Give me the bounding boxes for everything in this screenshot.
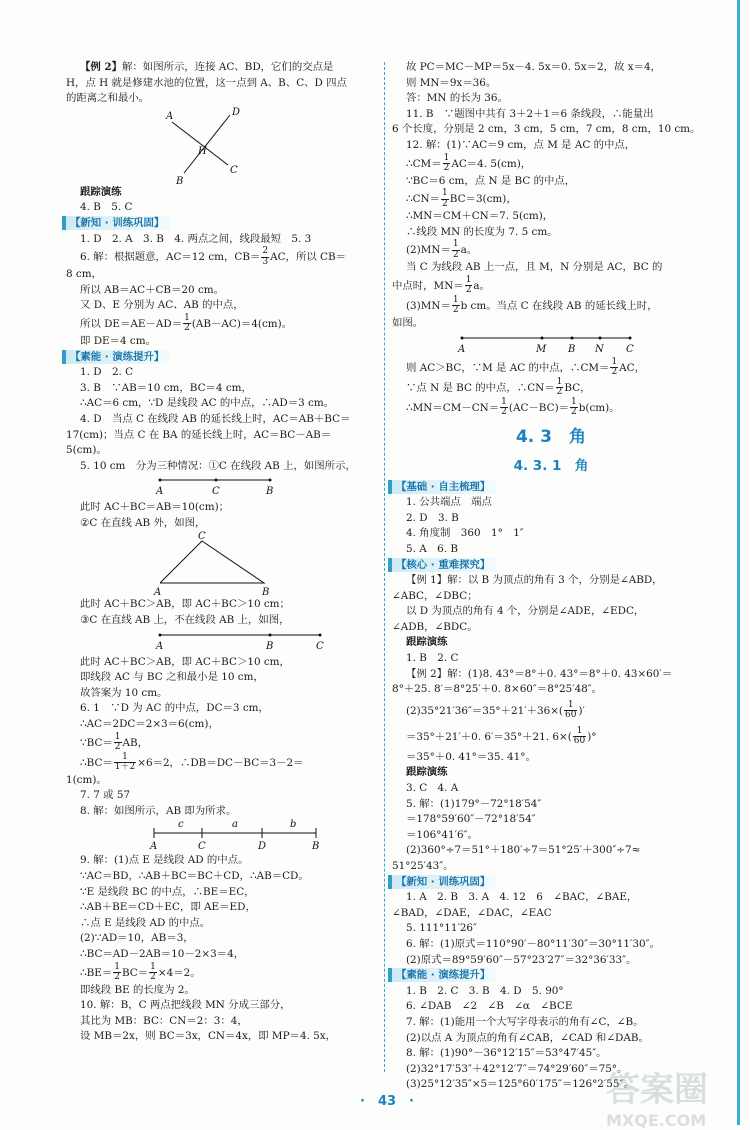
text-line: 解：如图所示，连接 AC、BD，它们的交点是 bbox=[122, 61, 334, 73]
text-line: 1. D 2. C bbox=[80, 366, 134, 379]
text-line: ＝106°41′6″。 bbox=[406, 828, 478, 841]
text-line: (2)360°÷7＝51°＋180′÷7＝51°25′＋300″÷7≈ bbox=[406, 844, 641, 857]
example-2-tag: 【例 2】 bbox=[80, 61, 123, 73]
text-line: 10. 解：B，C 两点把线段 MN 分成三部分， bbox=[80, 999, 291, 1012]
denominator: 2 bbox=[571, 407, 577, 418]
figure-segment-ACB bbox=[66, 474, 378, 500]
text-line: 1. A 2. B 3. A 4. 12 6 ∠BAC，∠BAE， bbox=[406, 891, 638, 904]
numerator: 1 bbox=[114, 731, 121, 742]
text-line: 51°25′43″。 bbox=[392, 860, 454, 872]
text-line: ∴BC＝AD－2AB＝10－2×3＝4， bbox=[80, 947, 245, 960]
text-line: ×4＝2。 bbox=[157, 966, 201, 979]
text-line: (2)原式＝89°59′60″－57°23′27″＝32°36′33″。 bbox=[406, 953, 637, 966]
label-A: A bbox=[166, 110, 174, 122]
text-line: 11. B ∵题图中共有 3＋2＋1＝6 条线段，∴能量出 bbox=[406, 107, 654, 120]
text-line: ＝35°＋21′＋0. 6′＝35°＋21. 6× bbox=[406, 730, 568, 743]
denominator: 2 bbox=[114, 972, 120, 983]
fraction bbox=[610, 358, 618, 378]
label-A: A bbox=[154, 587, 162, 598]
fraction bbox=[452, 240, 460, 260]
text-line: ∴CN＝ bbox=[406, 193, 441, 206]
text-line: BC＝3(cm)， bbox=[449, 193, 517, 206]
text-line: ∵AC＝BD，∴AB＋BC＝BC＋CD，∴AB＝CD。 bbox=[80, 870, 309, 882]
fraction bbox=[564, 701, 577, 721]
right-column: 故 PC＝MC－MP＝5x－4. 5x＝0. 5x＝2，故 x＝4， 则 MN＝9x＝36。 答：MN 的长为 36。 11. B ∵题图中共有 3＋2＋1＝6 条线段，∴能量出 6 个长度，分别是 2 cm，3 cm，5 cm，7 cm，8 cm，10 cm。 12. 解：(1)∵AC＝9 cm，点 M 是 AC 的中点， ∴CM＝ $\frac{1}{2}$ AC＝4. 5(cm)， ∵BC＝6 cm，点 N 是 BC 的中点， ∴CN＝ $\frac{1}{2}$ BC＝3(cm)， ∴MN＝CM＋CN＝7. 5(cm)， ∴线段 MN 的长度为 7. 5 cm。 (2)MN＝ $\frac{1}{2}$ a。 当 C 为线段 AB 上一点，且 M，N 分别是 AC，BC 的 中点时，MN＝ $\frac{1}{2}$ a。 (3)MN＝ $\frac{1}{2}$ b cm。当点 C 在线段 AB 的延长线上时， 如图。 A M B N C 则 AC＞BC，∵M 是 AC 的中点，∴CM＝ $\frac{1}{2}$ AC， ∵点 N 是 BC 的中点，∴CN＝ $\frac{1}{2}$ BC， ∴MN＝CM－CN＝ $\frac{1}{2}$ (AC－BC)＝ $\frac{1}{2}$ b(cm)。 4. 3 角 4. 3. 1 角 【基础 · 自主梳理】 1. 公共端点 端点 2. D 3. B 4. 角度制 360 1° 1″ 5. A 6. B 【核心 · 重难探究】 【例 1】解：以 B 为顶点的角有 3 个，分别是∠ABD， ∠ABC，∠DBC； 以 D 为顶点的角有 4 个，分别是∠ADE，∠EDC， ∠ADB，∠BDC。 跟踪演练 1. B 2. C 【例 2】解：(1)8. 43°＝8°＋0. 43°＝8°＋0. 43×60′＝ 8°＋25. 8′＝8°25′＋0. 8×60″＝8°25′48″。 (2)35°21′36″＝35°＋21′＋36×( $\frac{1}{60}$ )′ ＝35°＋21′＋0. 6′＝35°＋21. 6×( $\frac{1}{60}$ )° ＝35°＋0. 41°＝35. 41°。 跟踪演练 3. C 4. A 5. 解：(1)179°－72°18′54″ ＝178°59′60″－72°18′54″ ＝106°41′6″。 (2)360°÷7＝51°＋180′÷7＝51°25′＋300″÷7≈ 51°25′43″。 【新知 · 训练巩固】 1. A 2. B 3. A 4. 12 6 ∠BAC，∠BAE， ∠BAD，∠DAE，∠DAC，∠EAC 5. 111°11′26″ 6. 解：(1)原式＝110°90′－80°11′30″＝30°11′30″。 (2)原式＝89°59′60″－57°23′27″＝32°36′33″。 【素能 · 演练提升】 1. B 2. C 3. B 4. D 5. 90° 6. ∠DAB ∠2 ∠B ∠α ∠BCE 7. 解：(1)能用一个大写字母表示的角有∠C，∠B。 (2)以点 A 为顶点的角有∠CAB，∠CAD 和∠DAB。 8. 解：(1)90°－36°12′15″＝53°47′45″。 (2)32°17′53″＋42°12′7″＝74°29′60″＝75°。 (3)25°12′35″×5＝125°60′175″＝126°2′55″。 bbox=[392, 60, 710, 1093]
numerator: 1 bbox=[611, 356, 618, 367]
figure-intersecting-lines bbox=[66, 107, 378, 185]
text-line: 4. 角度制 360 1° 1″ bbox=[406, 527, 524, 540]
text-line: 8°＋25. 8′＝8°25′＋0. 8×60″＝8°25′48″。 bbox=[392, 683, 603, 696]
section-band: 【素能 · 演练提升】 bbox=[388, 968, 496, 982]
text-line: a。 bbox=[473, 279, 491, 292]
text-line: 1. 公共端点 端点 bbox=[406, 496, 492, 509]
text-line: 故 PC＝MC－MP＝5x－4. 5x＝0. 5x＝2，故 x＝4， bbox=[406, 61, 661, 73]
fraction bbox=[441, 189, 449, 209]
text-line: 故答案为 10 cm。 bbox=[80, 686, 168, 699]
denominator: 2 bbox=[184, 323, 190, 334]
label-B: B bbox=[176, 175, 184, 185]
text-line: 6. 1 ∵D 为 AC 的中点，DC＝3 cm， bbox=[80, 702, 269, 715]
denominator: 2 bbox=[465, 285, 472, 296]
text-line: 以 D 为顶点的角有 4 个，分别是∠ADE，∠EDC， bbox=[406, 605, 645, 618]
section-title-4-3-1: 4. 3. 1 角 bbox=[513, 457, 589, 474]
text-line: 即线段 AC 与 BC 之和最小是 10 cm， bbox=[80, 671, 264, 684]
text-line: 又 D、E 分别为 AC、AB 的中点， bbox=[80, 299, 244, 312]
text-line: 8. 解：(1)90°－36°12′15″＝53°47′45″。 bbox=[406, 1047, 607, 1060]
text-line: 此时 AC＋BC＝AB＝10(cm)； bbox=[80, 501, 230, 514]
label-B: B bbox=[266, 640, 274, 652]
text-line: H，点 H 就是修建水池的位置，这一点到 A、B、C、D 四点 bbox=[66, 76, 347, 89]
label-C: C bbox=[212, 486, 220, 498]
text-line: AB， bbox=[122, 736, 149, 749]
text-line: ∴BC＝ bbox=[80, 756, 113, 769]
text-line: ∴CM＝ bbox=[406, 157, 442, 170]
text-line: 当 C 为线段 AB 上一点，且 M，N 分别是 AC，BC 的 bbox=[406, 261, 663, 274]
text-line: 即线段 BE 的长度为 2。 bbox=[80, 983, 195, 996]
denominator: 2 bbox=[442, 198, 448, 209]
text-line: ∵点 N 是 BC 的中点，∴CN＝ bbox=[406, 381, 555, 394]
text-line: 4. D 当点 C 在线段 AB 的延长线上时，AC＝AB＋BC＝ bbox=[80, 412, 351, 425]
numerator: 1 bbox=[452, 294, 459, 305]
text-line: 12. 解：(1)∵AC＝9 cm，点 M 是 AC 的中点， bbox=[406, 138, 636, 151]
text-line: 【例 2】解：(1)8. 43°＝8°＋0. 43°＝8°＋0. 43×60′＝ bbox=[406, 667, 673, 680]
text-line: ∴AB＋BE＝CD＋EC，即 AE＝ED， bbox=[80, 901, 256, 914]
text-line: ∴MN＝CM－CN＝ bbox=[406, 401, 500, 414]
text-line: ×6＝2，∴DB＝DC－BC＝3－2＝ bbox=[137, 756, 304, 769]
numerator: 1 bbox=[452, 239, 459, 250]
text-line: ∴线段 MN 的长度为 7. 5 cm。 bbox=[406, 225, 558, 238]
label-B: B bbox=[312, 841, 320, 853]
tracking-practice-title: 跟踪演练 bbox=[406, 636, 448, 649]
fraction bbox=[452, 296, 460, 316]
text-line: ＝178°59′60″－72°18′54″ bbox=[406, 813, 536, 826]
text-line: 则 AC＞BC，∵M 是 AC 的中点，∴CM＝ bbox=[406, 361, 610, 374]
label-C: C bbox=[198, 841, 206, 853]
tracking-practice-title: 跟踪演练 bbox=[406, 766, 448, 779]
denominator: 2 bbox=[452, 249, 459, 260]
fraction bbox=[114, 753, 136, 773]
text-line: 答：MN 的长为 36。 bbox=[406, 92, 508, 105]
fraction bbox=[556, 378, 564, 398]
text-line: 6. 解：(1)原式＝110°90′－80°11′30″＝30°11′30″。 bbox=[406, 937, 660, 950]
denominator: 2 bbox=[556, 387, 563, 398]
label-B: B bbox=[266, 486, 274, 498]
text-line: ∵BC＝ bbox=[80, 736, 113, 749]
denominator: 2 bbox=[114, 742, 121, 753]
text-line: 1. B 2. C bbox=[406, 652, 459, 665]
label-D: D bbox=[258, 841, 267, 853]
text-line: 7. 7 或 57 bbox=[80, 789, 131, 802]
fraction bbox=[113, 963, 121, 983]
text-line: ∠ABC，∠DBC； bbox=[392, 589, 478, 602]
section-band: 【新知 · 训练巩固】 bbox=[388, 875, 496, 889]
text-line: 2. D 3. B bbox=[406, 511, 459, 524]
text-line: (AB－AC)＝4(cm)。 bbox=[191, 317, 293, 330]
text-line: AC＝4. 5(cm)， bbox=[451, 157, 532, 170]
text-line: (2)35°21′36″＝35°＋21′＋36× bbox=[406, 704, 559, 717]
fraction bbox=[261, 247, 269, 267]
text-line: ＝35°＋0. 41°＝35. 41°。 bbox=[406, 750, 536, 763]
label-a: a bbox=[232, 819, 238, 831]
numerator: 1 bbox=[442, 188, 448, 199]
text-line: 1. B 2. C 3. B 4. D 5. 90° bbox=[406, 984, 564, 997]
text-line: 6. ∠DAB ∠2 ∠B ∠α ∠BCE bbox=[406, 1000, 573, 1013]
denominator: 2 bbox=[611, 367, 618, 378]
numerator: 1 bbox=[114, 961, 120, 972]
numerator: 1 bbox=[184, 312, 190, 323]
text-line: 17(cm)；当点 C 在 BA 的延长线上时，AC＝BC－AB＝ bbox=[66, 428, 332, 441]
text-line: 1(cm)。 bbox=[66, 773, 107, 786]
text-line: ②C 在直线 AB 外，如图， bbox=[80, 516, 206, 529]
denominator: 2 bbox=[452, 305, 459, 316]
text-line: 【例 1】解：以 B 为顶点的角有 3 个，分别是∠ABD， bbox=[406, 574, 663, 587]
text-line: 3. C 4. A bbox=[406, 782, 459, 795]
label-C: C bbox=[626, 343, 634, 355]
label-N: N bbox=[595, 343, 604, 355]
text-line: 如图。 bbox=[392, 316, 424, 329]
text-line: 8. 解：如图所示，AB 即为所求。 bbox=[80, 804, 237, 817]
column-divider bbox=[384, 62, 385, 1072]
numerator: 1 bbox=[556, 376, 563, 387]
text-line: AC， bbox=[619, 361, 646, 374]
text-line: ∴AC＝2DC＝2×3＝6(cm)， bbox=[80, 718, 219, 731]
numerator: 2 bbox=[262, 246, 269, 257]
text-line: (2)32°17′53″＋42°12′7″＝74°29′60″＝75°。 bbox=[406, 1062, 628, 1075]
text-line: ∠BAD，∠DAE，∠DAC，∠EAC bbox=[392, 906, 552, 919]
section-band: 【新知 · 训练巩固】 bbox=[62, 216, 170, 230]
label-C: C bbox=[198, 531, 206, 543]
text-line: 5. 111°11′26″ bbox=[406, 922, 477, 935]
text-line: 6 个长度，分别是 2 cm，3 cm，5 cm，7 cm，8 cm，10 cm。 bbox=[392, 123, 701, 136]
denominator: 2 bbox=[150, 972, 156, 983]
text-line: 8 cm， bbox=[66, 268, 102, 281]
label-M: M bbox=[536, 343, 547, 355]
section-title-4-3: 4. 3 角 bbox=[515, 426, 587, 447]
text-line: AC，所以 CB＝ bbox=[270, 251, 346, 264]
label-H: H bbox=[198, 145, 207, 157]
text-line: ∴AC＝6 cm，∵D 是线段 AC 的中点，∴AD＝3 cm。 bbox=[80, 397, 335, 410]
tracking-practice-title: 跟踪演练 bbox=[80, 185, 122, 198]
text-line: ∴点 E 是线段 AD 的中点。 bbox=[80, 916, 211, 929]
fraction bbox=[465, 276, 473, 296]
watermark-logo-text: 答案圈 bbox=[606, 1070, 708, 1110]
label-A: A bbox=[150, 841, 158, 853]
denominator: 60 bbox=[564, 710, 577, 721]
text-line: 即 DE＝4 cm。 bbox=[80, 334, 156, 347]
text-line: 此时 AC＋BC＞AB，即 AC＋BC＞10 cm； bbox=[80, 598, 290, 611]
text-line: 7. 解：(1)能用一个大写字母表示的角有∠C，∠B。 bbox=[406, 1015, 644, 1028]
text-line: 6. 解：根据题意，AC＝12 cm，CB＝ bbox=[80, 251, 261, 264]
text-line: 5. 10 cm 分为三种情况：①C 在线段 AB 上，如图所示， bbox=[80, 459, 356, 472]
text-line: 所以 AB＝AC＋CB＝20 cm。 bbox=[80, 283, 225, 296]
text-line: 4. B 5. C bbox=[80, 201, 133, 214]
label-A: A bbox=[458, 343, 466, 355]
figure-segment-AMBNC bbox=[392, 332, 710, 358]
label-c: c bbox=[178, 819, 184, 831]
fraction bbox=[149, 963, 157, 983]
text-line: (2)以点 A 为顶点的角有∠CAB，∠CAD 和∠DAB。 bbox=[406, 1031, 649, 1044]
label-C: C bbox=[230, 164, 238, 176]
label-B: B bbox=[568, 343, 576, 355]
text-line: ° bbox=[591, 730, 597, 743]
figure-triangle bbox=[66, 531, 378, 597]
left-column bbox=[66, 60, 378, 1045]
text-line: BC， bbox=[564, 381, 591, 394]
text-line: (2)∵AD＝10，AB＝3， bbox=[80, 932, 194, 945]
denominator: 2 bbox=[443, 163, 450, 174]
text-line: 5(cm)。 bbox=[66, 444, 107, 457]
watermark-url: MXQE.COM bbox=[606, 1111, 707, 1130]
label-A: A bbox=[156, 640, 164, 652]
text-line: a。 bbox=[460, 244, 478, 257]
text-line: 此时 AC＋BC＞AB，即 AC＋BC＞10 cm， bbox=[80, 655, 290, 668]
text-line: (AC－BC)＝ bbox=[508, 401, 570, 414]
section-band: 【基础 · 自主梳理】 bbox=[388, 480, 496, 494]
fraction bbox=[500, 398, 508, 418]
text-line: (2)MN＝ bbox=[406, 244, 451, 257]
section-band: 【素能 · 演练提升】 bbox=[62, 350, 170, 364]
text-line: ′ bbox=[582, 704, 585, 717]
text-line: 9. 解：(1)点 E 是线段 AD 的中点。 bbox=[80, 854, 249, 867]
label-b: b bbox=[290, 819, 297, 831]
numerator: 1 bbox=[114, 753, 136, 764]
text-line: (3)25°12′35″×5＝125°60′175″＝126°2′55″。 bbox=[406, 1078, 634, 1091]
figure-segment-ABC bbox=[66, 629, 378, 655]
numerator: 1 bbox=[443, 152, 450, 163]
fraction bbox=[183, 314, 191, 334]
text-line: ③C 在直线 AB 上，不在线段 AB 上，如图， bbox=[80, 614, 290, 627]
figure-segment-abc bbox=[66, 819, 378, 853]
fraction bbox=[570, 398, 578, 418]
text-line: (3)MN＝ bbox=[406, 299, 451, 312]
text-line: 3. B ∵AB＝10 cm，BC＝4 cm， bbox=[80, 381, 252, 394]
text-line: ∴MN＝CM＋CN＝7. 5(cm)， bbox=[406, 210, 554, 223]
text-line: ∵E 是线段 BC 的中点，∴BE＝EC， bbox=[80, 885, 255, 898]
text-line: 1. D 2. A 3. B 4. 两点之间，线段最短 5. 3 bbox=[80, 232, 312, 245]
text-line: 5. A 6. B bbox=[406, 542, 458, 555]
label-A: A bbox=[156, 486, 164, 498]
text-line: 5. 解：(1)179°－72°18′54″ bbox=[406, 797, 542, 810]
text-line: ∠ADB，∠BDC。 bbox=[392, 620, 478, 633]
section-band: 【核心 · 重难探究】 bbox=[388, 558, 496, 572]
text-line: 设 MB＝2x，则 BC＝3x，CN＝4x，即 MP＝4. 5x， bbox=[80, 1030, 337, 1043]
watermark bbox=[606, 1062, 736, 1130]
denominator: 3 bbox=[262, 256, 269, 267]
text-line: 的距离之和最小。 bbox=[66, 92, 150, 105]
fraction bbox=[573, 727, 586, 747]
numerator: 1 bbox=[571, 396, 577, 407]
numerator: 1 bbox=[150, 961, 156, 972]
denominator: 60 bbox=[573, 736, 586, 747]
label-B: B bbox=[262, 587, 270, 598]
text-line: ∵BC＝6 cm，点 N 是 BC 的中点， bbox=[406, 174, 576, 187]
page-edge-bar bbox=[737, 0, 740, 1125]
label-C: C bbox=[316, 640, 324, 652]
text-line: b cm。当点 C 在线段 AB 的延长线上时， bbox=[460, 299, 658, 312]
numerator: 1 bbox=[564, 701, 577, 712]
numerator: 1 bbox=[573, 727, 586, 738]
text-line: 其比为 MB：BC：CN＝2：3：4， bbox=[80, 1014, 248, 1027]
denominator: 2 bbox=[501, 407, 507, 418]
text-line: 中点时，MN＝ bbox=[392, 279, 464, 292]
fraction bbox=[114, 733, 122, 753]
fraction bbox=[443, 154, 451, 174]
text-line: b(cm)。 bbox=[578, 401, 620, 414]
text-line: 所以 DE＝AE－AD＝ bbox=[80, 317, 183, 330]
numerator: 1 bbox=[465, 274, 472, 285]
denominator: 1＋2 bbox=[114, 762, 136, 773]
label-D: D bbox=[232, 106, 241, 118]
page-number: · 43 · bbox=[360, 1094, 414, 1109]
text-line: ∴BE＝ bbox=[80, 966, 113, 979]
numerator: 1 bbox=[501, 396, 507, 407]
text-line: BC＝ bbox=[121, 966, 149, 979]
text-line: 则 MN＝9x＝36。 bbox=[406, 76, 497, 89]
